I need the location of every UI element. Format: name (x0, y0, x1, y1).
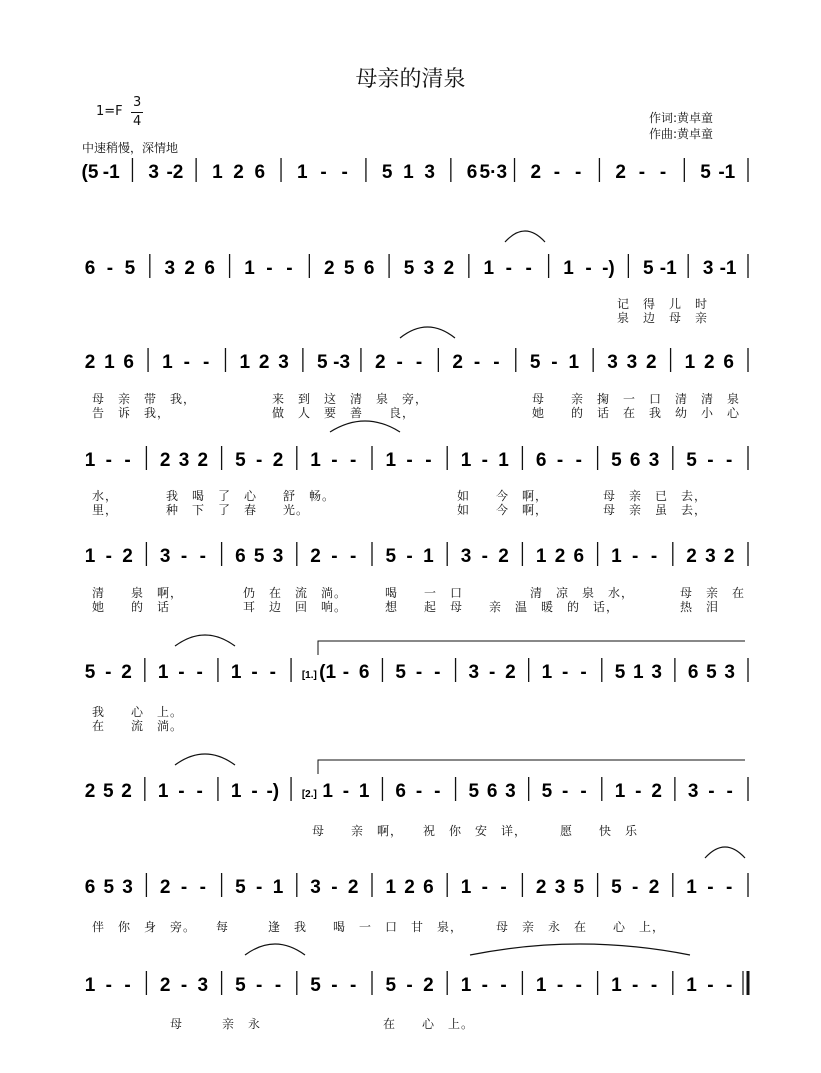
note-token: - (266, 258, 273, 279)
lyric-line: 母 亲 掬 一 口 清 清 泉 (532, 392, 741, 406)
note-token: - (500, 877, 507, 898)
note-token: 1 (535, 546, 547, 567)
note-token: 3 (554, 877, 566, 898)
note-token: 2 (554, 546, 566, 567)
note-token: 2 (686, 546, 697, 567)
note-token: 3 (651, 662, 662, 683)
lyric-line: 在 心 上。 (383, 1017, 475, 1031)
note-token: - (575, 975, 582, 996)
note-token: 3 (687, 781, 699, 802)
note-token: - (434, 662, 441, 683)
note-token: 2 (122, 546, 133, 567)
note-token: - (180, 877, 188, 898)
note-token: - (274, 975, 282, 996)
slur (470, 944, 690, 955)
note-token: 5 (700, 162, 711, 183)
note-token: - (425, 450, 432, 471)
note-token: - (415, 662, 423, 683)
note-token: 2 (505, 662, 516, 683)
note-token: 6 (254, 162, 266, 183)
note-token: 2 (197, 450, 209, 471)
note-token: 1 (460, 975, 472, 996)
note-token: 5 (611, 450, 622, 471)
note-token: - (632, 877, 639, 898)
note-token: - (632, 975, 639, 996)
note-token: - (124, 450, 131, 471)
note-token: 2 (443, 258, 455, 279)
note-token: 5 (235, 975, 246, 996)
note-token: 2 (704, 352, 715, 373)
note-token: - (331, 877, 338, 898)
note-token: 5·3 (479, 162, 508, 183)
note-token: 1 (310, 450, 321, 471)
note-token: 2 (648, 877, 660, 898)
note-token: 5 (403, 258, 415, 279)
note-token: 6 (629, 450, 641, 471)
note-token: 6 (486, 781, 498, 802)
lyric-line: 母 亲 啊， 祝 你 安 详， 愿 快 乐 (312, 824, 639, 838)
note-token: 3 (178, 450, 190, 471)
note-token: 1 (157, 781, 169, 802)
lyric-line: 清 泉 啊， (92, 586, 184, 600)
note-token: - (562, 781, 569, 802)
note-token: - (500, 975, 507, 996)
note-token: 1 (84, 450, 96, 471)
note-token: - (493, 352, 500, 373)
note-token: 5 (686, 450, 697, 471)
note-token: 1 (535, 975, 547, 996)
note-token: (1 (319, 662, 337, 683)
note-token: - (256, 877, 263, 898)
note-token: 2 (159, 877, 171, 898)
staff-line-8 (85, 873, 748, 898)
note-token: 2 (84, 781, 96, 802)
note-token: 2 (258, 352, 270, 373)
note-token: 3 (197, 975, 209, 996)
lyric-line: 仍 在 流 淌。 (243, 586, 348, 600)
note-token: - (726, 450, 733, 471)
note-token: - (202, 352, 210, 373)
note-token: 5 (643, 258, 654, 279)
slur (175, 754, 235, 765)
note-token: - (556, 975, 564, 996)
note-token: 5 (611, 877, 622, 898)
lyric-line: 她 的 话 在 我 幼 小 心 (532, 406, 741, 420)
note-token: - (406, 546, 413, 567)
note-token: 3 (648, 450, 660, 471)
note-token: - (707, 975, 714, 996)
note-token: 5 (124, 258, 136, 279)
note-token: 6 (363, 258, 375, 279)
volta-bracket-2 (318, 760, 745, 774)
lyric-line: 母 亲 已 去， (603, 489, 708, 503)
note-token: 3 (423, 258, 435, 279)
note-token: 6 (535, 450, 547, 471)
note-token: - (105, 662, 112, 683)
note-token: - (199, 877, 206, 898)
note-token: -2 (166, 162, 184, 183)
note-token: - (434, 781, 441, 802)
note-token: 1 (358, 781, 370, 802)
note-token: 1 (498, 450, 509, 471)
tempo-marking: 中速稍慢，深情地 (82, 141, 179, 155)
volta-bracket-1 (318, 641, 745, 655)
note-token: - (124, 975, 131, 996)
note-token: 2 (84, 352, 96, 373)
note-token: - (650, 975, 658, 996)
note-token: 6 (84, 258, 96, 279)
slur (245, 944, 305, 955)
note-token: 6 (395, 781, 407, 802)
slur (400, 327, 455, 338)
note-token: 1 (483, 258, 495, 279)
note-token: 1 (157, 662, 169, 683)
note-token: 1 (633, 662, 644, 683)
staff-line-5 (85, 542, 748, 567)
note-token: 2 (404, 877, 415, 898)
note-token: 1 (684, 352, 696, 373)
note-token: - (707, 450, 714, 471)
note-token: 1 (244, 258, 255, 279)
note-token: 2 (272, 450, 284, 471)
note-token: - (632, 546, 639, 567)
note-token: 2 (121, 662, 132, 683)
note-token: - (331, 546, 338, 567)
note-token: 1 (230, 781, 242, 802)
slur (175, 635, 235, 646)
lyric-line: 如 今 啊， (457, 489, 549, 503)
note-token: - (556, 450, 564, 471)
note-token: -3 (333, 352, 351, 373)
note-token: - (350, 546, 357, 567)
lyric-line: 母 亲 永 (170, 1017, 262, 1031)
note-token: 2 (723, 546, 735, 567)
note-token: - (256, 975, 263, 996)
note-token: 3 (460, 546, 472, 567)
lyric-line: 耳 边 回 响。 (243, 600, 348, 614)
note-token: - (551, 352, 558, 373)
note-token: 2 (159, 450, 171, 471)
note-token: 1 (686, 975, 697, 996)
staff-line-1 (82, 158, 748, 183)
note-token: 1 (563, 258, 574, 279)
note-token: -1 (102, 162, 120, 183)
note-token: 3 (705, 546, 716, 567)
note-token: - (350, 450, 357, 471)
lyric-line: 泉 边 母 亲 (617, 311, 709, 325)
lyric-line: 水， (92, 489, 119, 503)
note-token: - (406, 450, 413, 471)
note-token: 3 (626, 352, 638, 373)
lyric-line: 母 亲 在 (680, 586, 746, 600)
note-token: 3 (468, 662, 480, 683)
note-token: - (726, 975, 733, 996)
note-token: 3 (159, 546, 171, 567)
note-token: 2 (159, 975, 171, 996)
note-token: 6 (466, 162, 478, 183)
note-token: - (635, 781, 642, 802)
note-token: 1 (611, 975, 622, 996)
note-token: 1 (541, 662, 553, 683)
lyric-line: 在 流 淌。 (92, 719, 184, 733)
note-token: [2.] (301, 789, 317, 800)
note-token: [1.] (301, 670, 317, 681)
note-token: - (342, 781, 350, 802)
note-token: 2 (615, 162, 626, 183)
note-token: 5 (385, 546, 397, 567)
note-token: 1 (611, 546, 622, 567)
note-token: 1 (162, 352, 173, 373)
note-token: - (708, 781, 715, 802)
note-token: 3 (607, 352, 618, 373)
note-token: 2 (423, 975, 434, 996)
note-token: - (481, 877, 488, 898)
lyric-line: 热 泪 (680, 600, 720, 614)
note-token: - (196, 781, 203, 802)
note-token: 1 (272, 877, 284, 898)
note-token: 2 (347, 877, 359, 898)
note-token: 2 (530, 162, 542, 183)
note-token: 2 (452, 352, 463, 373)
note-token: 5 (235, 877, 246, 898)
note-token: - (415, 781, 423, 802)
note-token: - (106, 258, 114, 279)
note-token: - (481, 975, 488, 996)
note-token: 1 (460, 450, 472, 471)
lyric-line: 伴 你 身 旁。 每 逢 我 喝 一 口 甘 泉， 母 亲 永 在 心 上， (92, 920, 666, 934)
lyric-line: 喝 一 口 (385, 586, 464, 600)
note-token: - (256, 450, 263, 471)
note-token: (5 (81, 162, 99, 183)
note-token: 1 (686, 877, 697, 898)
note-token: - (580, 781, 587, 802)
note-token: - (105, 546, 112, 567)
slur (330, 421, 400, 432)
note-token: 6 (423, 877, 434, 898)
staff-line-3 (85, 348, 748, 373)
note-token: - (707, 877, 714, 898)
staff-line-7 (85, 777, 748, 802)
note-token: - (406, 975, 413, 996)
lyric-line: 我 喝 了 心 舒 畅。 (166, 489, 336, 503)
note-token: 5 (84, 662, 96, 683)
staff-line-4 (85, 446, 748, 471)
note-token: - (488, 662, 496, 683)
note-token: 3 (122, 877, 133, 898)
note-token: 3 (310, 877, 321, 898)
note-token: - (196, 662, 203, 683)
note-token: 2 (375, 352, 386, 373)
note-token: 5 (343, 258, 355, 279)
note-token: - (331, 450, 338, 471)
lyric-line: 母 亲 虽 去， (603, 503, 708, 517)
note-token: 5 (541, 781, 553, 802)
note-token: - (251, 781, 258, 802)
note-token: 2 (184, 258, 195, 279)
note-token: - (105, 450, 112, 471)
lyric-line: 记 得 儿 时 (617, 297, 709, 311)
note-token: 6 (235, 546, 246, 567)
note-token: - (473, 352, 481, 373)
note-token: 5 (103, 877, 115, 898)
note-token: - (553, 162, 561, 183)
note-token: 2 (498, 546, 509, 567)
note-token: - (350, 975, 357, 996)
note-token: -1 (719, 258, 737, 279)
note-token: 5 (316, 352, 328, 373)
note-token: - (105, 975, 112, 996)
note-token: 1 (460, 877, 472, 898)
note-token: - (180, 975, 188, 996)
note-token: 5 (395, 662, 407, 683)
lyric-line: 做 人 要 善 良， (272, 406, 416, 420)
note-token: 6 (204, 258, 215, 279)
note-token: - (481, 546, 488, 567)
note-token: 1 (239, 352, 251, 373)
note-token: - (341, 162, 348, 183)
lyric-line: 来 到 这 清 泉 旁， (272, 392, 429, 406)
note-token: - (575, 162, 582, 183)
note-token: - (178, 781, 185, 802)
note-token: 3 (424, 162, 435, 183)
note-token: 1 (212, 162, 223, 183)
key-signature: 1=F (96, 104, 123, 119)
note-token: 5 (102, 781, 114, 802)
note-token: - (726, 877, 733, 898)
note-token: 2 (233, 162, 244, 183)
lyric-line: 如 今 啊， (457, 503, 549, 517)
note-token: - (342, 662, 350, 683)
lyric-line: 母 亲 带 我， (92, 392, 197, 406)
note-token: 3 (505, 781, 516, 802)
note-token: 3 (278, 352, 289, 373)
note-token: - (199, 546, 206, 567)
note-token: - (180, 546, 188, 567)
note-token: 1 (84, 975, 96, 996)
note-token: - (396, 352, 403, 373)
note-token: 6 (687, 662, 699, 683)
note-token: - (415, 352, 423, 373)
lyricist-credit: 作词:黄卓童 (649, 111, 714, 125)
note-token: 1 (385, 450, 397, 471)
note-token: - (251, 662, 258, 683)
note-token: 2 (535, 877, 547, 898)
note-token: 5 (529, 352, 541, 373)
note-token: 1 (296, 162, 308, 183)
note-token: 6 (358, 662, 370, 683)
staff-line-9 (85, 971, 748, 996)
note-token: 3 (702, 258, 714, 279)
note-token: 6 (723, 352, 734, 373)
staff-line-6 (85, 658, 748, 683)
note-token: - (320, 162, 327, 183)
note-token: 3 (724, 662, 736, 683)
note-token: 1 (568, 352, 580, 373)
note-token: 3 (164, 258, 176, 279)
note-token: 2 (645, 352, 657, 373)
note-token: -1 (718, 162, 736, 183)
note-token: 5 (235, 450, 246, 471)
note-token: - (659, 162, 667, 183)
note-token: - (580, 662, 587, 683)
lyric-line: 她 的 话 (92, 600, 171, 614)
note-token: - (726, 781, 733, 802)
lyric-line: 种 下 了 春 光。 (166, 503, 310, 517)
note-token: 1 (230, 662, 242, 683)
note-token: 5 (310, 975, 321, 996)
staff-line-2 (85, 254, 748, 279)
note-token: 2 (323, 258, 335, 279)
note-token: 2 (310, 546, 321, 567)
note-token: 2 (651, 781, 662, 802)
lyric-line: 里， (92, 503, 119, 517)
note-token: - (269, 662, 276, 683)
note-token: 1 (614, 781, 626, 802)
note-token: 5 (385, 975, 397, 996)
note-token: 3 (272, 546, 284, 567)
note-token: -1 (659, 258, 677, 279)
note-token: - (331, 975, 338, 996)
note-token: - (650, 546, 658, 567)
slur (705, 847, 745, 858)
note-token: 1 (84, 546, 96, 567)
note-token: 1 (403, 162, 414, 183)
lyric-line: 清 凉 泉 水， (530, 586, 635, 600)
note-token: -) (266, 781, 280, 802)
note-token: - (525, 258, 532, 279)
note-token: 5 (253, 546, 265, 567)
note-token: - (178, 662, 185, 683)
note-token: - (585, 258, 592, 279)
note-token: -) (602, 258, 615, 279)
note-token: 6 (84, 877, 96, 898)
note-token: 2 (121, 781, 132, 802)
note-token: - (575, 450, 582, 471)
note-token: 5 (706, 662, 717, 683)
note-token: 1 (423, 546, 434, 567)
song-title: 母亲的清泉 (355, 67, 466, 92)
note-token: 5 (468, 781, 480, 802)
note-token: 1 (385, 877, 397, 898)
time-signature-bottom: 4 (133, 114, 142, 129)
note-token: - (286, 258, 293, 279)
slur (505, 231, 545, 242)
note-token: 5 (573, 877, 585, 898)
note-token: - (505, 258, 512, 279)
note-token: 1 (104, 352, 115, 373)
lyric-line: 我 心 上。 (92, 705, 184, 719)
note-token: 5 (381, 162, 393, 183)
note-token: 6 (123, 352, 134, 373)
note-token: 1 (322, 781, 333, 802)
note-token: 5 (614, 662, 626, 683)
note-token: 6 (573, 546, 585, 567)
time-signature-top: 3 (133, 95, 142, 110)
composer-credit: 作曲:黄卓童 (649, 127, 714, 141)
note-token: 3 (148, 162, 159, 183)
note-token: - (638, 162, 646, 183)
note-token: - (481, 450, 488, 471)
note-token: - (562, 662, 569, 683)
lyric-line: 想 起 母 亲 温 暖 的 话， (385, 600, 620, 614)
note-token: - (183, 352, 190, 373)
lyric-line: 告 诉 我， (92, 406, 171, 420)
